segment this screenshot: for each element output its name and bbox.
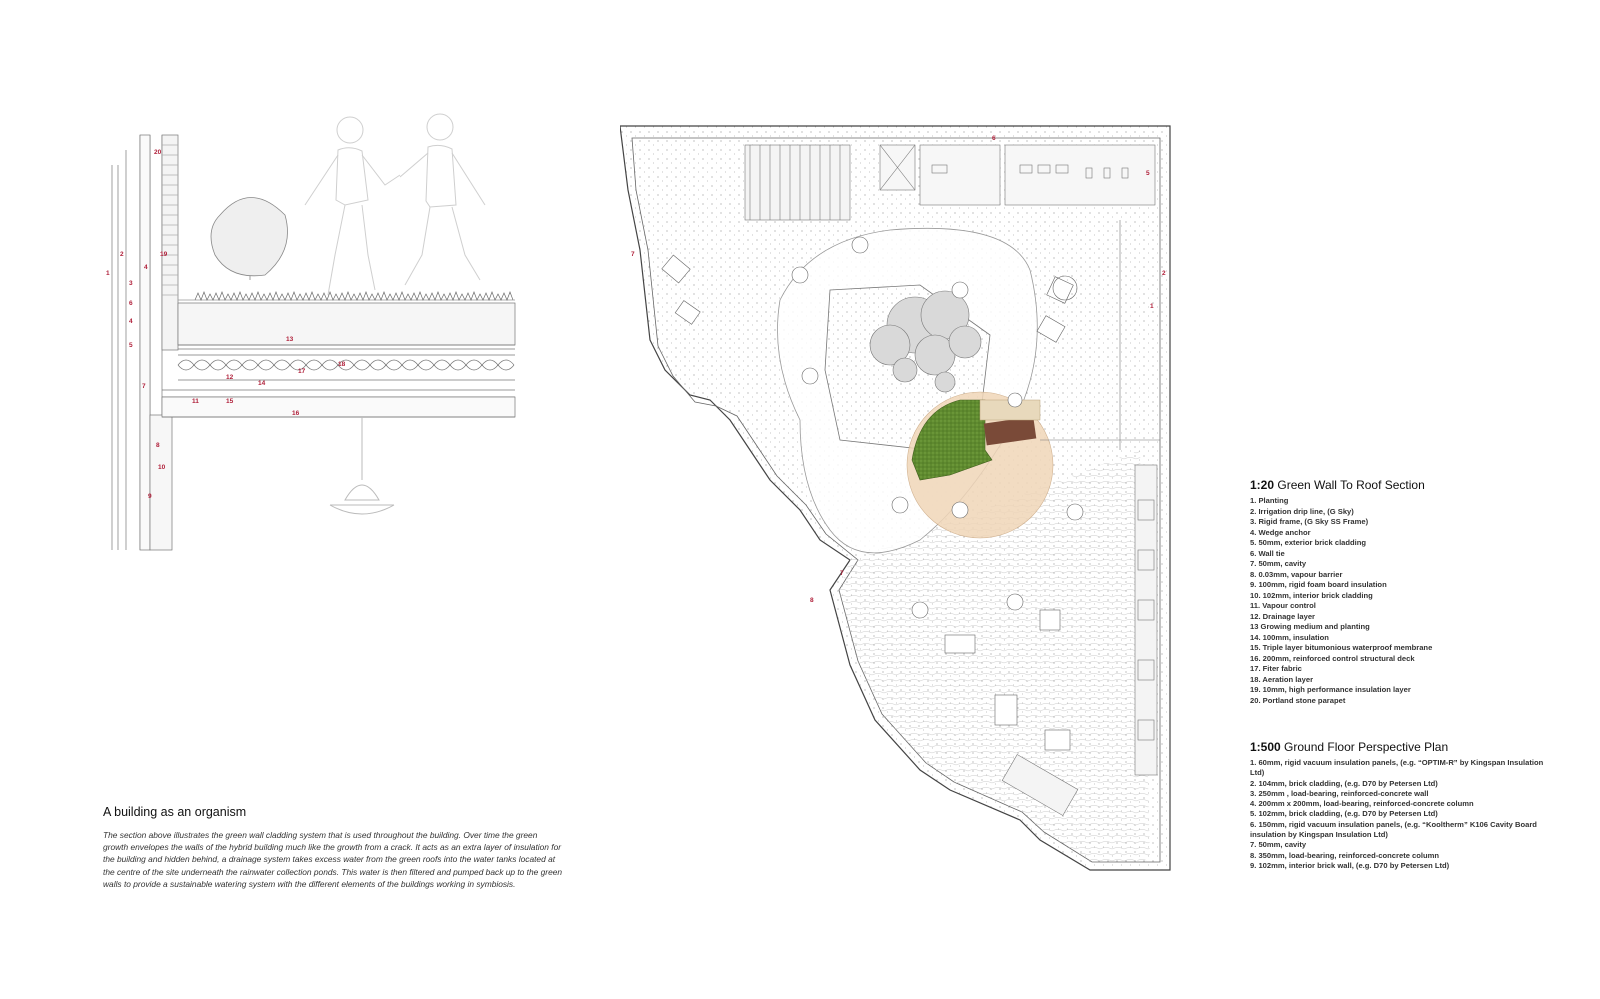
legend-item: 6. 150mm, rigid vacuum insulation panels, (e.g. “Kooltherm” K106 Cavity Board insulation by Kingspan Insulation Ltd) (1250, 819, 1537, 840)
legend-item: 1. Planting (1250, 496, 1289, 505)
legend-item: 8. 0.03mm, vapour barrier (1250, 569, 1343, 579)
tag-20: 20 (154, 149, 162, 156)
essay-block (103, 805, 563, 890)
tag-6: 6 (129, 300, 133, 307)
tag-18: 18 (338, 361, 346, 368)
legend-item: 15. Triple layer bitumonious waterproof membrane (1250, 643, 1433, 652)
plan-legend-title (1250, 740, 1550, 754)
plan-legend-list (1250, 758, 1550, 871)
tag-12: 12 (226, 374, 234, 381)
legend-item: 2. 104mm, brick cladding, (e.g. D70 by Petersen Ltd) (1250, 778, 1438, 788)
tag-15: 15 (226, 398, 234, 405)
plan-legend-title-text: Ground Floor Perspective Plan (1284, 740, 1449, 754)
tag-11: 11 (192, 398, 199, 405)
tag-4b: 4 (129, 318, 133, 325)
legend-item: 4. 200mm x 200mm, load-bearing, reinforced-concrete column (1250, 799, 1474, 809)
tag-7: 7 (142, 383, 146, 390)
plan-tag-7b: 7 (840, 570, 844, 577)
legend-item: 3. 250mm , load-bearing, reinforced-concrete wall (1250, 788, 1429, 798)
essay-heading: A building as an organism (103, 805, 247, 819)
legend-item: 5. 50mm, exterior brick cladding (1250, 538, 1367, 547)
legend-item: 14. 100mm, insulation (1250, 632, 1329, 642)
section-legend-scale: 1:20 (1250, 478, 1275, 492)
legend-item: 5. 102mm, brick cladding, (e.g. D70 by Petersen Ltd) (1250, 809, 1438, 819)
legend-item: 16. 200mm, reinforced control structural deck (1250, 653, 1415, 663)
staircase (745, 145, 850, 220)
tag-8: 8 (156, 442, 160, 449)
ground-floor-plan-drawing (620, 120, 1200, 900)
plant-illustration (211, 198, 288, 281)
legend-item: 7. 50mm, cavity (1250, 559, 1307, 568)
section-legend (1250, 478, 1550, 706)
green-wall-section-drawing (100, 105, 530, 575)
plan-legend (1250, 740, 1550, 871)
section-legend-title (1250, 478, 1550, 492)
legend-item: 7. 50mm, cavity (1250, 840, 1307, 850)
legend-item: 4. Wedge anchor (1250, 527, 1311, 537)
legend-item: 12. Drainage layer (1250, 611, 1316, 621)
section-svg (100, 105, 530, 575)
essay-body: The section above illustrates the green wall cladding system that is used throughout the building. Over time the green growth envelopes the walls of the hybrid building much like the growth from a crack. It acts as an extra layer of insulation for the building and hidden behind, a drainage system takes excess water from the green roofs into the water tanks located at the centre of the site underneath the rainwater collection ponds. This water is then filtered and pumped back up to the green walls to provide a sustainable watering system with the different elements of the buildings working in symbiosis. (103, 830, 563, 889)
legend-item: 11. Vapour control (1250, 601, 1316, 610)
children-figures-illustration (305, 114, 485, 295)
plan-tag-5: 5 (1146, 170, 1150, 177)
legend-item: 9. 102mm, interior brick wall, (e.g. D70 by Petersen Ltd) (1250, 860, 1450, 870)
plan-tag-6: 6 (992, 135, 996, 142)
legend-item: 20. Portland stone parapet (1250, 695, 1346, 705)
legend-item: 1. 60mm, rigid vacuum insulation panels, (e.g. “OPTIM-R” by Kingspan Insulation Ltd) (1250, 758, 1544, 778)
legend-item: 17. Fiter fabric (1250, 664, 1302, 673)
section-legend-title-text: Green Wall To Roof Section (1277, 478, 1425, 492)
tag-13: 13 (286, 336, 294, 343)
lift-core (880, 145, 915, 190)
legend-item: 8. 350mm, load-bearing, reinforced-concrete column (1250, 850, 1440, 860)
legend-item: 10. 102mm, interior brick cladding (1250, 590, 1373, 600)
legend-item: 19. 10mm, high performance insulation layer (1250, 685, 1411, 694)
tag-19: 19 (160, 251, 168, 258)
tag-1: 1 (106, 270, 110, 277)
plan-svg (620, 120, 1200, 900)
tag-9: 9 (148, 493, 152, 500)
tag-3: 3 (129, 280, 133, 287)
tag-17: 17 (298, 368, 306, 375)
plan-legend-scale: 1:500 (1250, 740, 1281, 754)
tag-16: 16 (292, 410, 300, 417)
legend-item: 9. 100mm, rigid foam board insulation (1250, 580, 1387, 589)
section-legend-list (1250, 496, 1550, 706)
legend-item: 3. Rigid frame, (G Sky SS Frame) (1250, 517, 1369, 526)
pendant-lamp-illustration (330, 417, 394, 514)
tag-5: 5 (129, 342, 133, 349)
plan-tag-7a: 7 (631, 251, 635, 258)
plan-tag-8: 8 (810, 597, 814, 604)
legend-item: 13 Growing medium and planting (1250, 622, 1370, 631)
tag-2: 2 (120, 251, 124, 258)
legend-item: 2. Irrigation drip line, (G Sky) (1250, 506, 1354, 516)
plan-tag-2: 2 (1162, 270, 1166, 277)
tag-10: 10 (158, 464, 166, 471)
legend-item: 18. Aeration layer (1250, 674, 1314, 684)
legend-item: 6. Wall tie (1250, 548, 1285, 558)
green-wall-layers (112, 135, 515, 550)
tag-14: 14 (258, 380, 266, 387)
tag-4a: 4 (144, 264, 148, 271)
toilet-block (920, 145, 1155, 205)
plan-tag-1: 1 (1150, 303, 1154, 310)
